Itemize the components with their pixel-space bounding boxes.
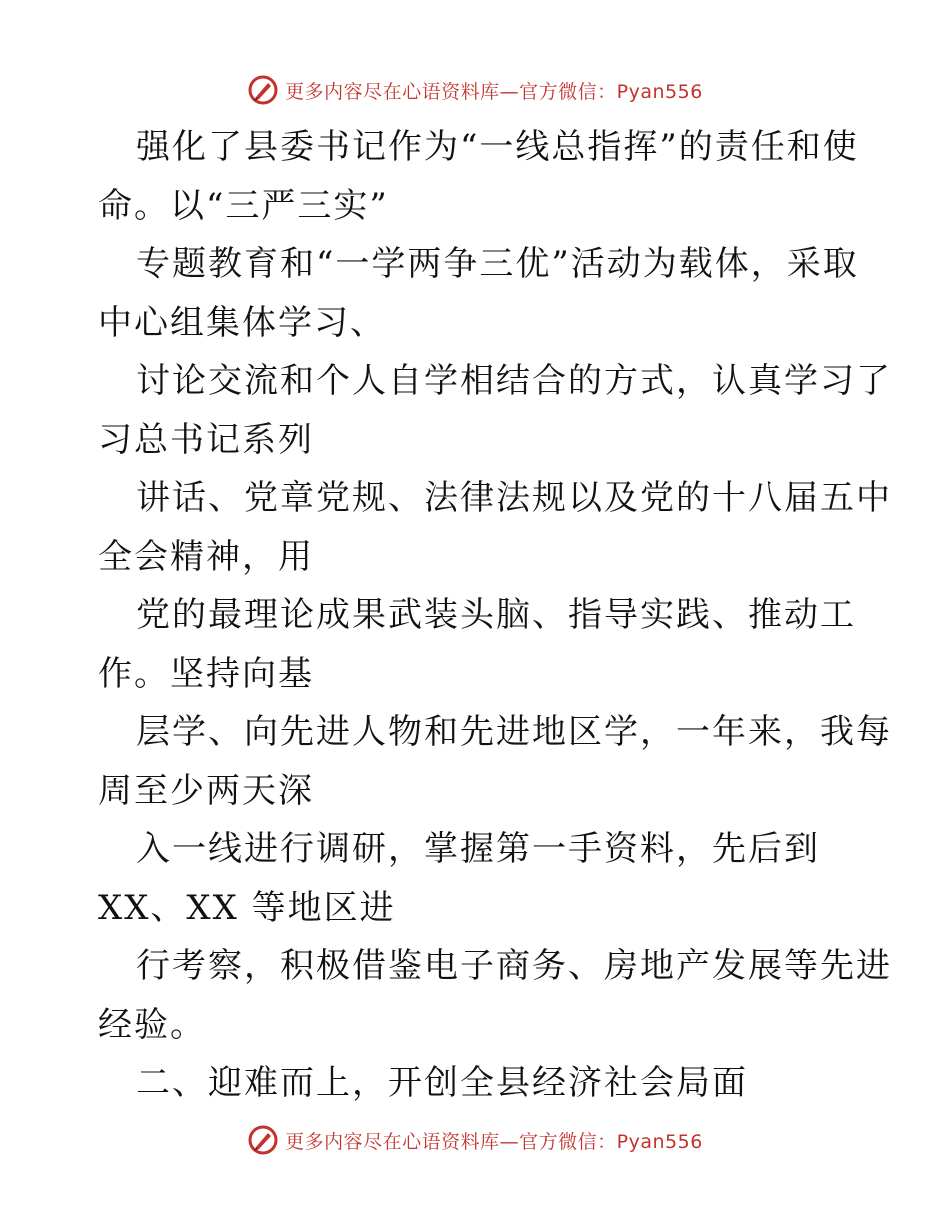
header-banner-text: 更多内容尽在心语资料库—官方微信：Pyan556 — [285, 80, 703, 103]
text-line: 党的最理论成果武装头脑、指导实践、推动工 — [136, 595, 856, 635]
header-watermark-banner — [0, 70, 950, 110]
text-line: 讲话、党章党规、法律法规以及党的十八届五中 — [136, 478, 892, 518]
footer-watermark-banner — [0, 1120, 950, 1160]
text-line: 专题教育和“一学两争三优”活动为载体，采取 — [136, 244, 859, 284]
text-line: 讨论交流和个人自学相结合的方式，认真学习了 — [136, 361, 892, 401]
text-line: 中心组集体学习、 — [98, 302, 386, 343]
section-heading: 二、迎难而上，开创全县经济社会局面 — [136, 1063, 748, 1103]
text-line: 入一线进行调研，掌握第一手资料，先后到 — [136, 829, 820, 869]
text-line: 经验。 — [98, 1004, 206, 1045]
text-line: 强化了县委书记作为“一线总指挥”的责任和使 — [136, 127, 859, 167]
text-line: XX、XX 等地区进 — [98, 887, 396, 928]
text-line: 习总书记系列 — [98, 419, 314, 460]
text-line: 全会精神，用 — [98, 536, 314, 577]
text-line: 层学、向先进人物和先进地区学，一年来，我每 — [136, 712, 892, 752]
footer-banner-text: 更多内容尽在心语资料库—官方微信：Pyan556 — [285, 1130, 703, 1153]
text-line: 命。以“三严三实” — [98, 185, 389, 226]
text-line: 周至少两天深 — [98, 770, 314, 811]
document-body — [98, 118, 892, 1113]
text-line: 行考察，积极借鉴电子商务、房地产发展等先进 — [136, 946, 892, 986]
pen-in-circle-logo-icon — [247, 74, 279, 106]
pen-in-circle-logo-icon — [247, 1124, 279, 1156]
text-line: 作。坚持向基 — [98, 653, 314, 694]
